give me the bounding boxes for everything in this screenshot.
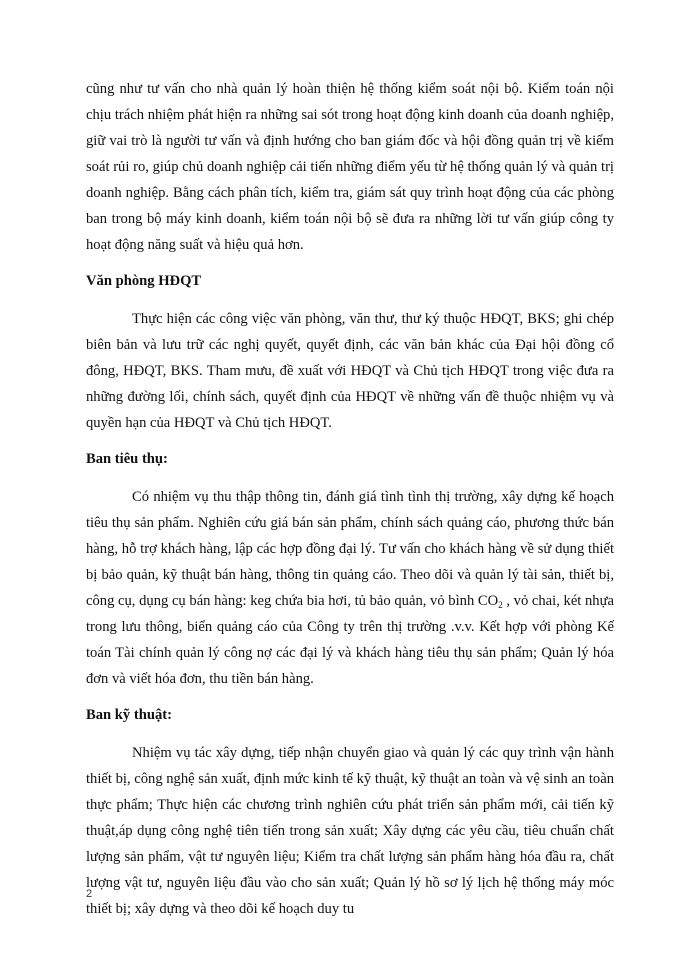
co2-subscript: 2 [498, 600, 503, 610]
section-heading-ky-thuat: Ban kỹ thuật: [86, 707, 172, 723]
tieu-thu-text-part1: Có nhiệm vụ thu thập thông tin, đánh giá tình tình thị trường, xây dựng kế hoạch tiêu thụ sản phẩm. Nghiên cứu giá bán sản phẩm, chính sách quảng cáo, phương thức bán hàng, hỗ trợ khách hàng, lập các hợp đồng đại lý. Tư vấn cho khách hàng về sử dụng thiết bị bảo quản, kỹ thuật bán hàng, thông tin quảng cáo. Theo dõi và quản lý tài sản, thiết bị, công cụ, dụng cụ bán hàng: keg chứa bia hơi, tủ bảo quản, vỏ bình CO [86, 489, 614, 609]
document-body [86, 76, 614, 922]
page-number: 2 [86, 888, 93, 900]
tieu-thu-text-part2: , vỏ chai, két nhựa trong lưu thông, biển quảng cáo của Công ty trên thị trường .v.v. Kết hợp với phòng Kế toán Tài chính quản lý công nợ các đại lý và khách hàng tiêu thụ sản phẩm; Quản lý hóa đơn và viết hóa đơn, thu tiền bán hàng. [86, 593, 614, 687]
section-heading-tieu-thu: Ban tiêu thụ: [86, 451, 168, 467]
intro-paragraph: cũng như tư vấn cho nhà quản lý hoàn thiện hệ thống kiểm soát nội bộ. Kiểm toán nội chịu trách nhiệm phát hiện ra những sai sót trong hoạt động kinh doanh của doanh nghiệp, giữ vai trò là người tư vấn và định hướng cho ban giám đốc và hội đồng quản trị về kiểm soát rủi ro, giúp chủ doanh nghiệp cải tiến những điểm yếu từ hệ thống quản lý và quản trị doanh nghiệp. Bằng cách phân tích, kiểm tra, giám sát quy trình hoạt động của các phòng ban trong bộ máy kinh doanh, kiểm toán nội bộ sẽ đưa ra những lời tư vấn giúp công ty hoạt động năng suất và hiệu quả hơn. [86, 81, 614, 253]
section-body-tieu-thu [86, 484, 614, 692]
section-heading-hdqt: Văn phòng HĐQT [86, 273, 202, 289]
section-body-hdqt: Thực hiện các công việc văn phòng, văn thư, thư ký thuộc HĐQT, BKS; ghi chép biên bản và lưu trữ các nghị quyết, quyết định, các văn bản khác của Đại hội đồng cổ đông, HĐQT, BKS. Tham mưu, đề xuất với HĐQT và Chủ tịch HĐQT trong việc đưa ra những đường lối, chính sách, quyết định của HĐQT về những vấn đề thuộc nhiệm vụ và quyền hạn của HĐQT và Chủ tịch HĐQT. [86, 311, 614, 431]
section-body-ky-thuat: Nhiệm vụ tác xây dựng, tiếp nhận chuyển giao và quản lý các quy trình vận hành thiết bị, công nghệ sản xuất, định mức kinh tế kỹ thuật, kỹ thuật an toàn và vệ sinh an toàn thực phẩm; Thực hiện các chương trình nghiên cứu phát triển sản phẩm mới, cải tiến kỹ thuật,áp dụng công nghệ tiên tiến trong sản xuất; Xây dựng các yêu cầu, tiêu chuẩn chất lượng sản phẩm, vật tư nguyên liệu; Kiểm tra chất lượng sản phẩm hàng hóa đầu ra, chất lượng vật tư, nguyên liệu đầu vào cho sản xuất; Quản lý hồ sơ lý lịch hệ thống máy móc thiết bị; xây dựng và theo dõi kế hoạch duy tu [86, 745, 614, 917]
